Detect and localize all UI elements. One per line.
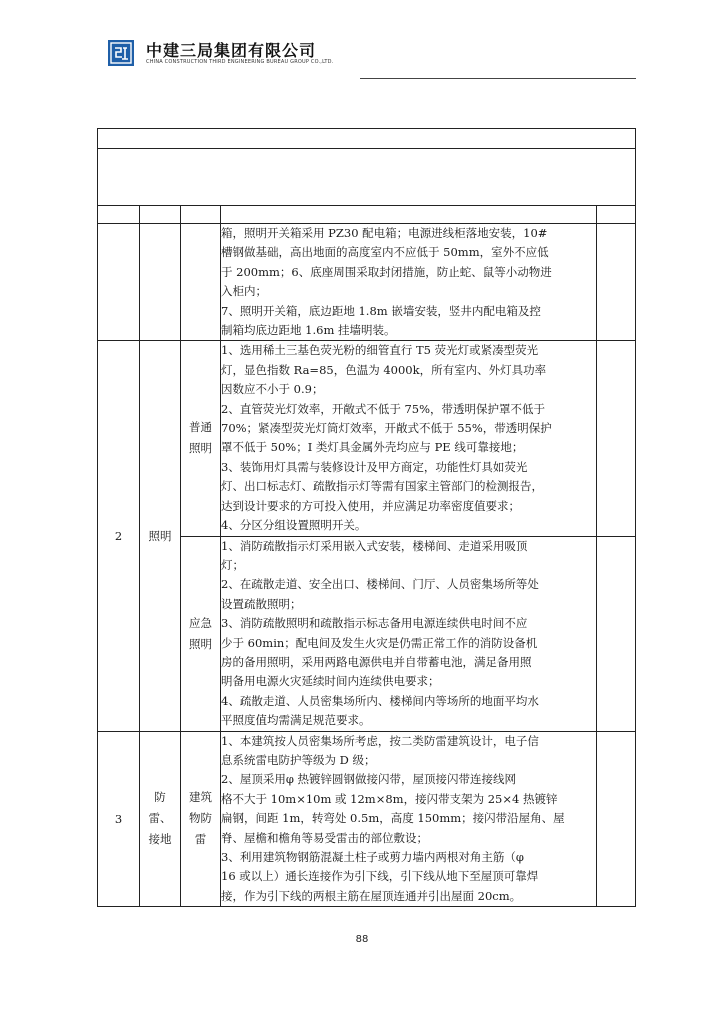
company-logo-icon xyxy=(108,40,134,66)
text-line: 7、照明开关箱，底边距地 1.8m 嵌墙安装，竖井内配电箱及控 xyxy=(221,303,541,318)
text-line: 16 或以上）通长连接作为引下线，引下线从地下至屋顶可靠焊 xyxy=(221,869,539,884)
spec-table xyxy=(97,128,636,907)
subcategory-label: 雷 xyxy=(194,832,207,847)
text-line: 灯、出口标志灯、疏散指示灯等需有国家主管部门的检测报告， xyxy=(221,479,543,494)
subcategory-label: 普通 xyxy=(189,420,212,435)
text-line: 70%；紧凑型荧光灯筒灯效率，开敞式不低于 55%，带透明保护 xyxy=(221,421,552,436)
header-divider xyxy=(360,78,636,79)
text-line: 2、在疏散走道、安全出口、楼梯间、门厅、人员密集场所等处 xyxy=(221,577,539,592)
category-cell xyxy=(140,731,181,907)
text-line: 3、利用建筑物钢筋混凝土柱子或剪力墙内两根对角主筋（φ xyxy=(221,850,524,864)
text-line: 接，作为引下线的两根主筋在屋顶连通并引出屋面 20cm。 xyxy=(221,888,522,903)
content-cell xyxy=(221,224,597,341)
subcategory-cell xyxy=(181,536,221,731)
category-label: 防 xyxy=(154,790,166,805)
content-cell xyxy=(221,536,597,731)
text-line: 箱，照明开关箱采用 PZ30 配电箱；电源进线柜落地安装，10# xyxy=(221,226,548,240)
text-block xyxy=(221,224,596,340)
subcategory-label: 照明 xyxy=(189,441,212,456)
text-line: 因数应不小于 0.9； xyxy=(221,382,324,397)
text-line: 灯，显色指数 Ra=85，色温为 4000k，所有室内、外灯具功率 xyxy=(221,362,547,377)
text-line: 1、本建筑按人员密集场所考虑，按二类防雷建筑设计，电子信 xyxy=(221,733,539,748)
text-line: 罩不低于 50%；I 类灯具金属外壳均应与 PE 线可靠接地； xyxy=(221,440,524,455)
text-line: 入柜内； xyxy=(221,284,267,299)
company-name-cn: 中建三局集团有限公司 xyxy=(146,41,317,60)
text-block xyxy=(221,537,596,731)
table-subtitle-row xyxy=(98,149,636,206)
subcategory-label: 建筑 xyxy=(189,790,212,805)
subcategory-label: 应急 xyxy=(189,615,212,630)
category-label: 接地 xyxy=(148,832,172,847)
text-line: 2、屋顶采用φ 热镀锌圆钢做接闪带，屋顶接闪带连接线网 xyxy=(221,772,517,787)
company-name-en: CHINA CONSTRUCTION THIRD ENGINEERING BUREAU GROUP CO.,LTD. xyxy=(146,59,334,65)
text-line: 1、消防疏散指示灯采用嵌入式安装，楼梯间、走道采用吸顶 xyxy=(221,538,528,553)
category-label: 雷、 xyxy=(148,811,172,826)
text-line: 2、直管荧光灯效率，开敞式不低于 75%，带透明保护罩不低于 xyxy=(221,401,546,416)
text-line: 少于 60min；配电间及发生火灾是仍需正常工作的消防设备机 xyxy=(221,635,538,650)
category-cell: 照明 xyxy=(140,341,181,731)
table-title-row xyxy=(98,129,636,149)
table-row xyxy=(98,731,636,907)
page-header xyxy=(0,0,724,85)
item-number: 2 xyxy=(98,341,140,731)
text-line: 达到设计要求的方可投入使用，并应满足功率密度值要求； xyxy=(221,498,520,513)
text-line: 3、装饰用灯具需与装修设计及甲方商定，功能性灯具如荧光 xyxy=(221,459,528,474)
subcategory-cell xyxy=(181,341,221,536)
table-row xyxy=(98,341,636,536)
text-line: 4、疏散走道、人员密集场所内、楼梯间内等场所的地面平均水 xyxy=(221,693,539,708)
text-line: 扁钢，间距 1m，转弯处 0.5m，高度 150mm；接闪带沿屋角、屋 xyxy=(221,811,565,826)
text-line: 槽钢做基础，高出地面的高度室内不应低于 50mm，室外不应低 xyxy=(221,245,549,260)
text-line: 于 200mm；6、底座周围采取封闭措施，防止蛇、鼠等小动物进 xyxy=(221,264,552,279)
text-line: 房的备用照明，采用两路电源供电并自带蓄电池，满足备用照 xyxy=(221,654,532,669)
content-cell xyxy=(221,341,597,536)
text-line: 脊、屋檐和檐角等易受雷击的部位敷设； xyxy=(221,830,428,845)
subcategory-label: 物防 xyxy=(189,811,212,826)
content-cell xyxy=(221,731,597,907)
text-line: 平照度值均需满足规范要求。 xyxy=(221,713,371,728)
subcategory-cell xyxy=(181,731,221,907)
text-line: 灯； xyxy=(221,557,244,572)
item-number: 3 xyxy=(98,731,140,907)
page-number: 88 xyxy=(355,934,369,945)
table-row xyxy=(98,224,636,341)
text-line: 制箱均底边距地 1.6m 挂墙明装。 xyxy=(221,323,396,338)
text-block xyxy=(221,341,596,535)
text-line: 息系统雷电防护等级为 D 级； xyxy=(221,752,376,767)
text-block xyxy=(221,732,596,907)
subcategory-label: 照明 xyxy=(189,636,212,651)
text-line: 明备用电源火灾延续时间内连续供电要求； xyxy=(221,674,440,689)
text-line: 4、分区分组设置照明开关。 xyxy=(221,518,367,533)
text-line: 3、消防疏散照明和疏散指示标志备用电源连续供电时间不应 xyxy=(221,616,528,631)
text-line: 格不大于 10m×10m 或 12m×8m，接闪带支架为 25×4 热镀锌 xyxy=(221,791,558,806)
table-header-row xyxy=(98,206,636,224)
text-line: 1、选用稀土三基色荧光粉的细管直行 T5 荧光灯或紧凑型荧光 xyxy=(221,343,539,358)
text-line: 设置疏散照明； xyxy=(221,596,302,611)
